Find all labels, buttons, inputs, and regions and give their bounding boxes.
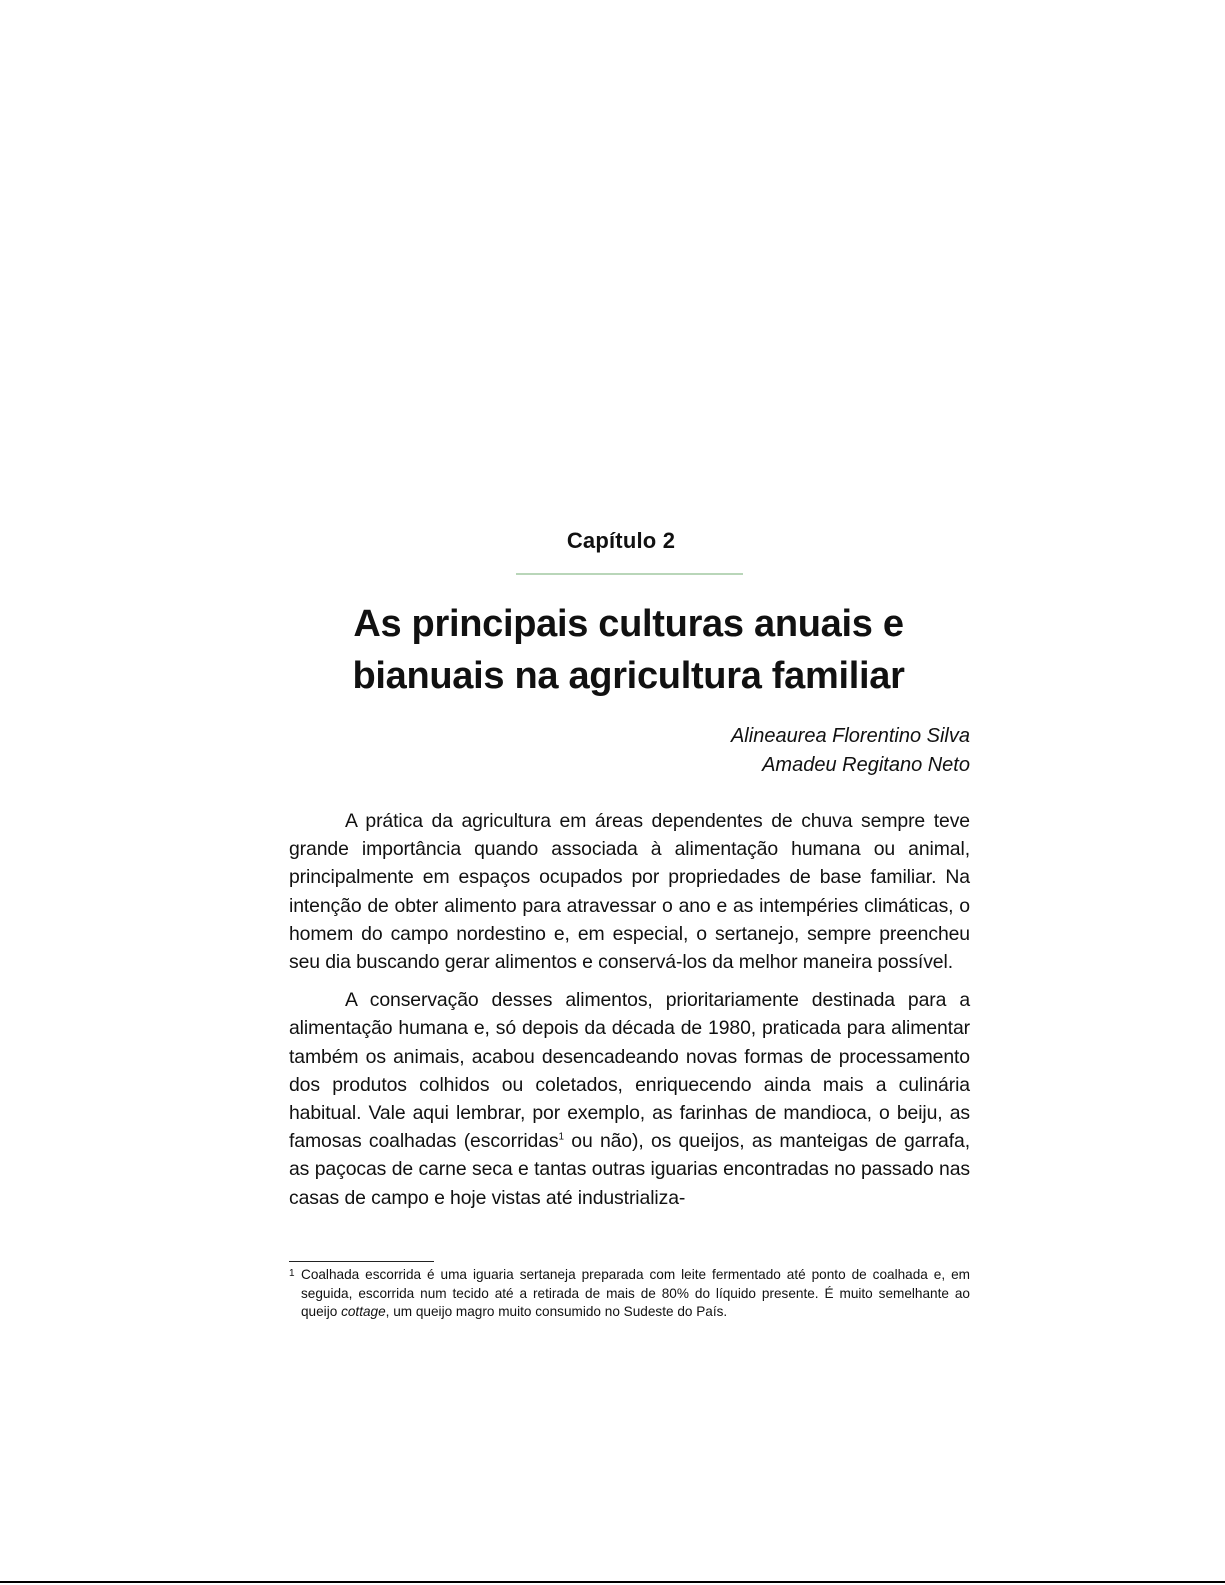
author-name: Amadeu Regitano Neto — [762, 754, 970, 776]
author-list — [560, 722, 970, 780]
chapter-divider — [516, 573, 743, 575]
chapter-title — [0, 598, 1225, 702]
body-paragraph-2 — [289, 986, 970, 1212]
footnote-separator — [289, 1261, 434, 1262]
footnote — [289, 1266, 970, 1322]
chapter-title-line-2: bianuais na agricultura familiar — [352, 655, 905, 697]
chapter-title-line-1: As principais culturas anuais e — [353, 603, 904, 645]
footnote-text: Coalhada escorrida é uma iguaria sertaneja preparada com leite fermentado até ponto de coalhada e, em seguida, escorrida num tecido até a retirada de mais de 80% do líquido presente. É muito semelhante ao queijo — [301, 1267, 970, 1319]
paragraph-text: A conservação desses alimentos, prioritariamente destinada para a alimentação humana e, só depois da década de 1980, praticada para alimentar também os animais, acabou desencadeando novas formas de processamento dos produtos colhidos ou coletados, enriquecendo ainda mais a culinária habitual. Vale aqui lembrar, por exemplo, as farinhas de mandioca, o beiju, as famosas coalhadas (escorridas — [289, 989, 970, 1153]
footnote-italic-term: cottage — [341, 1304, 386, 1319]
footnote-reference: 1 — [558, 1131, 564, 1143]
page-bottom-border — [0, 1581, 1225, 1583]
paragraph-text: ou não), os queijos, as manteigas de garrafa, as paçocas de carne seca e tantas outras iguarias encontradas no passado nas casas de campo e hoje vistas até industrializa- — [289, 1130, 970, 1209]
body-paragraph-1: A prática da agricultura em áreas dependentes de chuva sempre teve grande importância quando associada à alimentação humana ou animal, principalmente em espaços ocupados por propriedades de base familiar. Na intenção de obter alimento para atravessar o ano e as intempéries climáticas, o homem do campo nordestino e, em especial, o sertanejo, sempre preencheu seu dia buscando gerar alimentos e conservá-los da melhor maneira possível. — [289, 810, 970, 974]
footnote-text: , um queijo magro muito consumido no Sudeste do País. — [385, 1304, 728, 1319]
footnote-marker: 1 — [289, 1268, 295, 1279]
chapter-label: Capítulo 2 — [566, 528, 676, 553]
author-name: Alineaurea Florentino Silva — [730, 725, 970, 747]
body-text — [289, 807, 970, 1222]
